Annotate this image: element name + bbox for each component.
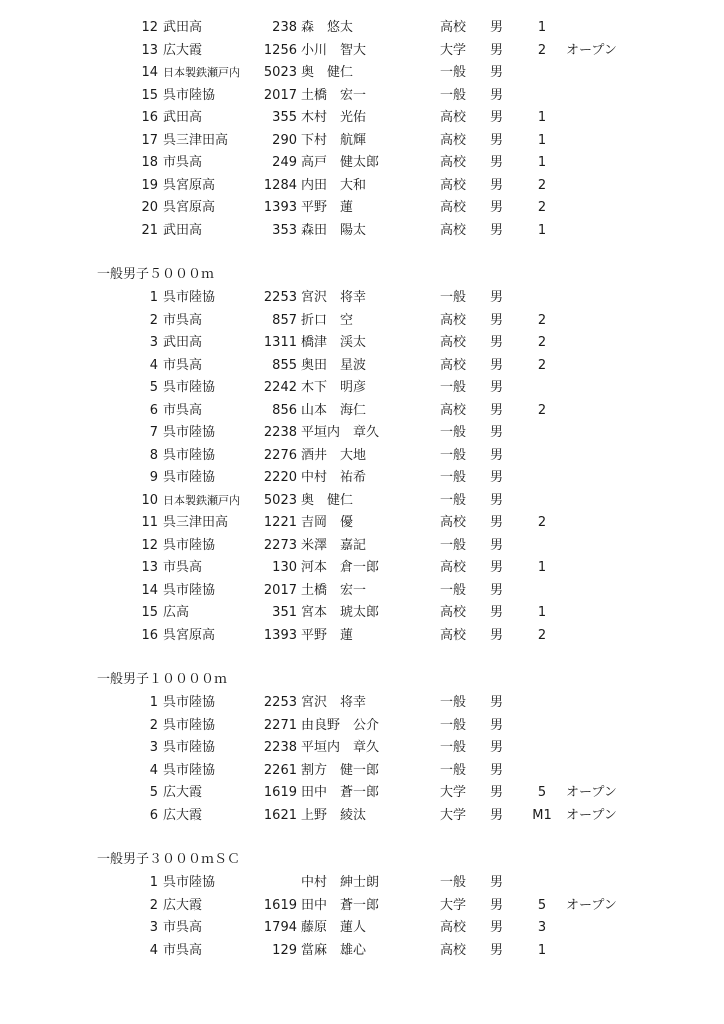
team-name: 呉市陸協: [163, 470, 216, 485]
entry-number: 1: [149, 695, 158, 710]
bib-number: 290: [272, 132, 297, 148]
category: 高校: [440, 920, 467, 935]
sex: 男: [490, 920, 504, 935]
team-name: 呉市陸協: [163, 537, 216, 553]
entry-row: [0, 805, 724, 827]
athlete-name: 奥田 星波: [301, 357, 367, 373]
sex: 男: [490, 605, 504, 620]
sex: 男: [490, 897, 504, 913]
entry-row: [0, 512, 724, 534]
category: 一般: [440, 537, 467, 553]
entry-number: 4: [149, 762, 158, 778]
sex: 男: [490, 762, 504, 778]
sex: 男: [490, 470, 504, 485]
athlete-name: 當麻 雄心: [301, 942, 367, 958]
entry-row: [0, 152, 724, 174]
entry-number: 8: [149, 447, 158, 463]
bib-number: 2276: [263, 447, 297, 463]
entry-row: [0, 107, 724, 129]
entry-number: 11: [141, 515, 158, 530]
team-name: 武田高: [163, 222, 203, 238]
bib-number: 1619: [263, 897, 297, 913]
category: 高校: [440, 402, 467, 418]
team-name: 武田高: [163, 20, 203, 35]
entry-number: 17: [141, 132, 158, 148]
category: 一般: [440, 87, 467, 103]
grade: 1: [537, 560, 547, 575]
entry-number: 2: [149, 717, 158, 733]
category: 高校: [440, 20, 467, 35]
grade: 2: [537, 42, 547, 58]
bib-number: 2273: [263, 537, 297, 553]
sex: 男: [490, 627, 504, 643]
category: 高校: [440, 222, 467, 238]
grade: 1: [537, 605, 547, 620]
team-name: 呉市陸協: [163, 425, 216, 440]
athlete-name: 森田 陽太: [301, 222, 367, 238]
sex: 男: [490, 65, 504, 80]
team-name: 武田高: [163, 335, 203, 350]
sex: 男: [490, 875, 504, 890]
bib-number: 2220: [263, 470, 297, 485]
athlete-name: 上野 綾汰: [301, 807, 367, 823]
entry-row: [0, 17, 724, 39]
grade: 5: [537, 897, 547, 913]
category: 高校: [440, 627, 467, 643]
athlete-name: 土橋 宏一: [301, 582, 367, 598]
team-name: 市呉高: [163, 312, 203, 328]
bib-number: 353: [272, 222, 297, 238]
entry-row: [0, 872, 724, 894]
bib-number: 855: [272, 357, 297, 373]
team-name: 呉宮原高: [163, 177, 216, 193]
entry-number: 10: [141, 492, 158, 508]
athlete-name: 内田 大和: [301, 177, 367, 193]
bib-number: 2238: [263, 425, 297, 440]
sex: 男: [490, 132, 504, 148]
bib-number: 1621: [263, 807, 297, 823]
section-heading: 一般男子５０００ｍ: [97, 267, 215, 282]
sex: 男: [490, 447, 504, 463]
team-name: 日本製鉄瀬戸内: [163, 66, 240, 79]
entry-number: 3: [149, 335, 158, 350]
entry-row: [0, 85, 724, 107]
team-name: 日本製鉄瀬戸内: [163, 493, 240, 507]
athlete-name: 小川 智大: [301, 42, 367, 58]
category: 高校: [440, 132, 467, 148]
sex: 男: [490, 20, 504, 35]
category: 大学: [440, 785, 467, 800]
team-name: 呉市陸協: [163, 87, 216, 103]
entry-row: [0, 445, 724, 467]
bib-number: 2238: [263, 740, 297, 755]
team-name: 市呉高: [163, 402, 203, 418]
entry-number: 2: [149, 897, 158, 913]
bib-number: 238: [272, 20, 297, 35]
sex: 男: [490, 110, 504, 125]
grade: M1: [532, 807, 552, 823]
grade: 2: [537, 357, 547, 373]
athlete-name: 中村 祐希: [301, 470, 367, 485]
bib-number: 249: [272, 155, 297, 170]
entry-number: 12: [141, 20, 158, 35]
entry-number: 4: [149, 942, 158, 958]
grade: 1: [537, 222, 547, 238]
athlete-name: 橋津 渓太: [301, 335, 367, 350]
entry-number: 16: [141, 627, 158, 643]
category: 一般: [440, 582, 467, 598]
category: 高校: [440, 560, 467, 575]
entry-number: 1: [149, 875, 158, 890]
entry-row: [0, 895, 724, 917]
team-name: 呉市陸協: [163, 380, 216, 395]
category: 高校: [440, 605, 467, 620]
team-name: 呉三津田高: [163, 515, 229, 530]
entry-number: 6: [149, 402, 158, 418]
category: 高校: [440, 110, 467, 125]
athlete-name: 折口 空: [301, 312, 354, 328]
note: オープン: [566, 785, 617, 800]
sex: 男: [490, 357, 504, 373]
athlete-name: 平垣内 章久: [301, 425, 380, 440]
category: 一般: [440, 740, 467, 755]
team-name: 市呉高: [163, 155, 203, 170]
entry-number: 3: [149, 740, 158, 755]
category: 大学: [440, 42, 467, 58]
grade: 2: [537, 177, 547, 193]
sex: 男: [490, 942, 504, 958]
bib-number: 130: [272, 560, 297, 575]
athlete-name: 山本 海仁: [301, 402, 367, 418]
category: 高校: [440, 200, 467, 215]
entry-row: [0, 220, 724, 242]
bib-number: 1284: [263, 177, 297, 193]
team-name: 呉市陸協: [163, 740, 216, 755]
section-heading: 一般男子１００００ｍ: [97, 672, 228, 687]
entry-number: 5: [149, 380, 158, 395]
sex: 男: [490, 425, 504, 440]
entry-row: [0, 332, 724, 354]
sex: 男: [490, 380, 504, 395]
entry-number: 19: [141, 177, 158, 193]
sex: 男: [490, 785, 504, 800]
entry-number: 2: [149, 312, 158, 328]
bib-number: 1311: [263, 335, 297, 350]
sex: 男: [490, 290, 504, 305]
team-name: 呉宮原高: [163, 627, 216, 643]
bib-number: 1794: [263, 920, 297, 935]
bib-number: 1393: [263, 200, 297, 215]
bib-number: 2017: [263, 87, 297, 103]
team-name: 市呉高: [163, 357, 203, 373]
team-name: 市呉高: [163, 920, 203, 935]
entry-row: [0, 715, 724, 737]
category: 一般: [440, 695, 467, 710]
sex: 男: [490, 740, 504, 755]
entry-row: [0, 602, 724, 624]
category: 一般: [440, 762, 467, 778]
bib-number: 5023: [263, 492, 297, 508]
athlete-name: 藤原 蓮人: [301, 920, 367, 935]
bib-number: 2253: [263, 290, 297, 305]
sex: 男: [490, 155, 504, 170]
athlete-name: 中村 紳士朗: [301, 875, 380, 890]
team-name: 呉市陸協: [163, 717, 216, 733]
entry-row: [0, 175, 724, 197]
grade: 1: [537, 155, 547, 170]
sex: 男: [490, 695, 504, 710]
bib-number: 2261: [263, 762, 297, 778]
entry-row: [0, 917, 724, 939]
entry-row: [0, 940, 724, 962]
athlete-name: 奥 健仁: [301, 65, 354, 80]
athlete-name: 高戸 健太郎: [301, 155, 380, 170]
entry-row: [0, 782, 724, 804]
entry-number: 20: [141, 200, 158, 215]
team-name: 呉市陸協: [163, 762, 216, 778]
entry-row: [0, 130, 724, 152]
category: 高校: [440, 155, 467, 170]
sex: 男: [490, 515, 504, 530]
note: オープン: [566, 42, 617, 58]
team-name: 呉市陸協: [163, 875, 216, 890]
team-name: 呉市陸協: [163, 290, 216, 305]
category: 一般: [440, 425, 467, 440]
sex: 男: [490, 87, 504, 103]
category: 高校: [440, 942, 467, 958]
athlete-name: 下村 航輝: [301, 132, 367, 148]
entry-number: 13: [141, 560, 158, 575]
entry-row: [0, 40, 724, 62]
grade: 1: [537, 942, 547, 958]
athlete-name: 平垣内 章久: [301, 740, 380, 755]
grade: 1: [537, 110, 547, 125]
entry-number: 7: [149, 425, 158, 440]
team-name: 呉市陸協: [163, 447, 216, 463]
sex: 男: [490, 177, 504, 193]
bib-number: 856: [272, 402, 297, 418]
bib-number: 5023: [263, 65, 297, 80]
bib-number: 1256: [263, 42, 297, 58]
team-name: 市呉高: [163, 560, 203, 575]
entry-row: [0, 422, 724, 444]
section-heading: 一般男子３０００ｍＳＣ: [97, 852, 241, 867]
athlete-name: 酒井 大地: [301, 447, 367, 463]
athlete-name: 河本 倉一郎: [301, 560, 380, 575]
athlete-name: 田中 蒼一郎: [301, 897, 380, 913]
entry-number: 21: [141, 222, 158, 238]
grade: 3: [537, 920, 547, 935]
category: 高校: [440, 335, 467, 350]
category: 高校: [440, 177, 467, 193]
category: 一般: [440, 65, 467, 80]
entry-number: 9: [149, 470, 158, 485]
entry-number: 1: [149, 290, 158, 305]
category: 一般: [440, 875, 467, 890]
entry-row: [0, 400, 724, 422]
category: 一般: [440, 380, 467, 395]
entry-row: [0, 580, 724, 602]
entry-row: [0, 557, 724, 579]
bib-number: 1619: [263, 785, 297, 800]
grade: 2: [537, 335, 547, 350]
entry-row: [0, 310, 724, 332]
entry-row: [0, 737, 724, 759]
sex: 男: [490, 717, 504, 733]
entry-number: 18: [141, 155, 158, 170]
entry-number: 16: [141, 110, 158, 125]
athlete-name: 木下 明彦: [301, 380, 367, 395]
bib-number: 351: [272, 605, 297, 620]
grade: 2: [537, 200, 547, 215]
sex: 男: [490, 582, 504, 598]
athlete-name: 由良野 公介: [301, 717, 380, 733]
sex: 男: [490, 560, 504, 575]
sex: 男: [490, 222, 504, 238]
entry-row: [0, 692, 724, 714]
category: 高校: [440, 515, 467, 530]
sex: 男: [490, 312, 504, 328]
grade: 5: [537, 785, 547, 800]
bib-number: 2242: [263, 380, 297, 395]
bib-number: 129: [272, 942, 297, 958]
team-name: 広大霞: [163, 785, 203, 800]
note: オープン: [566, 897, 617, 913]
entry-number: 15: [141, 87, 158, 103]
sex: 男: [490, 492, 504, 508]
grade: 1: [537, 132, 547, 148]
grade: 2: [537, 515, 547, 530]
entry-row: [0, 467, 724, 489]
athlete-name: 奥 健仁: [301, 492, 354, 508]
entry-number: 12: [141, 537, 158, 553]
entry-number: 15: [141, 605, 158, 620]
team-name: 広大霞: [163, 42, 203, 58]
note: オープン: [566, 807, 617, 823]
entry-row: [0, 62, 724, 84]
entry-row: [0, 377, 724, 399]
athlete-name: 木村 光佑: [301, 110, 367, 125]
sex: 男: [490, 537, 504, 553]
athlete-name: 割方 健一郎: [301, 762, 380, 778]
bib-number: 857: [272, 312, 297, 328]
category: 高校: [440, 312, 467, 328]
athlete-name: 宮沢 将幸: [301, 290, 367, 305]
category: 大学: [440, 897, 467, 913]
entry-row: [0, 490, 724, 512]
entry-row: [0, 760, 724, 782]
category: 一般: [440, 717, 467, 733]
team-name: 市呉高: [163, 942, 203, 958]
entry-row: [0, 355, 724, 377]
category: 高校: [440, 357, 467, 373]
team-name: 広大霞: [163, 807, 203, 823]
athlete-name: 平野 蓮: [301, 200, 354, 215]
entry-row: [0, 625, 724, 647]
sex: 男: [490, 335, 504, 350]
grade: 2: [537, 627, 547, 643]
athlete-name: 平野 蓮: [301, 627, 354, 643]
category: 一般: [440, 492, 467, 508]
entry-number: 3: [149, 920, 158, 935]
grade: 1: [537, 20, 547, 35]
athlete-name: 田中 蒼一郎: [301, 785, 380, 800]
entry-number: 5: [149, 785, 158, 800]
team-name: 呉三津田高: [163, 132, 229, 148]
category: 大学: [440, 807, 467, 823]
athlete-name: 森 悠太: [301, 20, 354, 35]
bib-number: 1221: [263, 515, 297, 530]
athlete-name: 宮沢 将幸: [301, 695, 367, 710]
sex: 男: [490, 807, 504, 823]
bib-number: 2271: [263, 717, 297, 733]
grade: 2: [537, 312, 547, 328]
entry-row: [0, 535, 724, 557]
grade: 2: [537, 402, 547, 418]
entry-number: 14: [141, 582, 158, 598]
entry-row: [0, 197, 724, 219]
bib-number: 2017: [263, 582, 297, 598]
athlete-name: 土橋 宏一: [301, 87, 367, 103]
entry-number: 14: [141, 65, 158, 80]
sex: 男: [490, 200, 504, 215]
sex: 男: [490, 402, 504, 418]
sex: 男: [490, 42, 504, 58]
category: 一般: [440, 447, 467, 463]
athlete-name: 吉岡 優: [301, 515, 354, 530]
athlete-name: 米澤 嘉記: [301, 537, 367, 553]
team-name: 広大霞: [163, 897, 203, 913]
category: 一般: [440, 470, 467, 485]
entry-number: 6: [149, 807, 158, 823]
team-name: 武田高: [163, 110, 203, 125]
bib-number: 355: [272, 110, 297, 125]
entry-number: 13: [141, 42, 158, 58]
bib-number: 2253: [263, 695, 297, 710]
entry-number: 4: [149, 357, 158, 373]
entry-row: [0, 287, 724, 309]
team-name: 呉市陸協: [163, 582, 216, 598]
team-name: 呉市陸協: [163, 695, 216, 710]
athlete-name: 宮本 琥太郎: [301, 605, 380, 620]
team-name: 呉宮原高: [163, 200, 216, 215]
bib-number: 1393: [263, 627, 297, 643]
category: 一般: [440, 290, 467, 305]
team-name: 広高: [163, 605, 190, 620]
